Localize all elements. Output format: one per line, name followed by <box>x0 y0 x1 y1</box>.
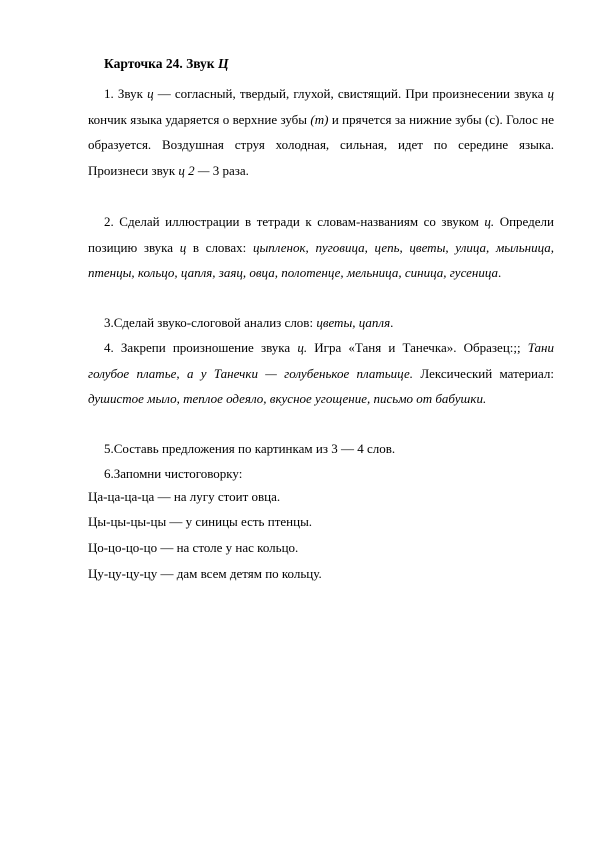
p4-text-c: Игра «Таня и Танечка». Образец:;; <box>307 340 528 355</box>
p2-sound-c-2: ц <box>179 239 187 255</box>
tongue-twister-line: Цо-цо-цо-цо — на столе у нас кольцо. <box>88 540 299 555</box>
p2-text-c: Определи позицию звука <box>88 214 554 255</box>
paragraph-3 <box>88 310 554 336</box>
p2-sound-c: ц. <box>484 214 495 229</box>
p2-text-g: . <box>498 265 502 280</box>
p1-text-i: 3 раза. <box>209 162 249 178</box>
p1-text-c: — согласный, твердый, глухой, свистящий. При произнесении звука <box>153 86 548 101</box>
p2-word-list: цыпленок, пуговица, цепь, цветы, улица, мыльница, птенцы, кольцо, цапля, заяц, овца, полотенце, мельница, синица, гусеница <box>88 239 554 280</box>
p1-sound-c: ц <box>147 86 154 101</box>
p4-example: Тани голубое платье, а у Танечки — голубенькое платьице. <box>88 340 554 381</box>
p1-text-a: 1. Звук <box>104 86 148 101</box>
tongue-twister-line: Цу-цу-цу-цу — дам всем детям по кольцу. <box>88 566 322 581</box>
card-title-prefix: Карточка 24. Звук <box>104 56 218 71</box>
card-title-letter: Ц <box>217 56 229 71</box>
paragraph-2 <box>88 209 554 286</box>
p2-text-e: в словах: <box>186 239 253 255</box>
p1-repeat: ц 2 — <box>178 162 210 178</box>
paragraph-6: 6.Запомни чистоговорку: <box>104 466 243 481</box>
p4-lexical-material: душистое мыло, теплое одеяло, вкусное угощение, письмо от бабушки. <box>88 391 487 406</box>
p3-text-a: 3.Сделай звуко-слоговой анализ слов: <box>104 315 317 330</box>
tongue-twister-line: Цы-цы-цы-цы — у синицы есть птенцы. <box>88 514 313 529</box>
p1-sound-t: (т) <box>310 111 329 127</box>
p1-text-e: кончик языка ударяется о верхние зубы <box>88 111 311 127</box>
p1-sound-c-2: ц <box>547 86 554 101</box>
card-title <box>104 56 228 72</box>
p4-text-e: Лексический материал: <box>413 365 554 381</box>
paragraph-5: 5.Составь предложения по картинкам из 3 — 4 слов. <box>104 441 396 456</box>
tongue-twister-line: Ца-ца-ца-ца — на лугу стоит овца. <box>88 489 281 504</box>
p4-sound-c: ц. <box>297 340 308 355</box>
p3-text-c: . <box>390 315 394 330</box>
paragraph-1 <box>88 81 554 183</box>
p1-text-g: и прячется за нижние зубы (с). Голос не образуется. Воздушная струя холодная, сильная, идет по середине языка. Произнеси звук <box>88 111 554 178</box>
p4-text-a: 4. Закрепи произношение звука <box>104 340 298 355</box>
paragraph-4 <box>88 335 554 412</box>
p3-words: цветы, цапля <box>316 315 391 330</box>
p2-text-a: 2. Сделай иллюстрации в тетради к словам-названиям со звуком <box>104 214 485 229</box>
